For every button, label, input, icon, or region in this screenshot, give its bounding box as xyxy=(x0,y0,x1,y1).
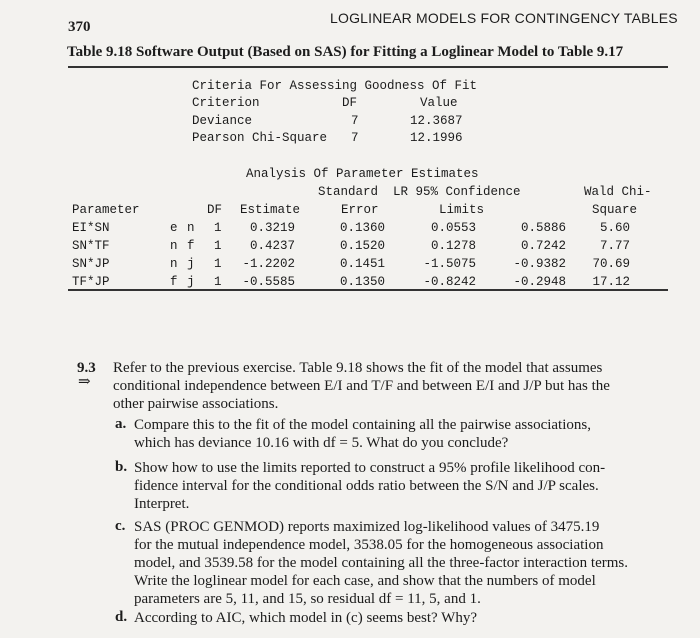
param-std-error: 0.1451 xyxy=(339,257,385,271)
part-b-label: b. xyxy=(115,459,128,475)
param-lower-limit: -0.8242 xyxy=(423,275,476,289)
part-c-line: for the mutual independence model, 3538.05 for the homogeneous association xyxy=(134,537,604,553)
fit-criterion: Deviance xyxy=(192,114,253,128)
param-df: 1 xyxy=(214,239,222,253)
param-estimate: 0.3219 xyxy=(249,221,295,235)
param-wald-chi-square: 7.77 xyxy=(599,239,630,253)
params-header-limits: Limits xyxy=(439,203,485,217)
param-estimate: -0.5585 xyxy=(242,275,295,289)
param-level-b: f xyxy=(187,239,195,253)
param-lower-limit: 0.0553 xyxy=(430,221,476,235)
fit-df: 7 xyxy=(351,131,359,145)
param-lower-limit: 0.1278 xyxy=(430,239,476,253)
param-std-error: 0.1360 xyxy=(339,221,385,235)
param-upper-limit: -0.9382 xyxy=(513,257,566,271)
fit-title: Criteria For Assessing Goodness Of Fit xyxy=(192,79,478,93)
params-header-estimate: Estimate xyxy=(240,203,301,217)
fit-header-value: Value xyxy=(420,96,458,110)
param-wald-chi-square: 5.60 xyxy=(599,221,630,235)
param-name: TF*JP xyxy=(72,275,110,289)
param-level-a: n xyxy=(170,239,178,253)
params-header-error: Error xyxy=(341,203,379,217)
params-header-df: DF xyxy=(207,203,223,217)
param-df: 1 xyxy=(214,257,222,271)
part-c-line: SAS (PROC GENMOD) reports maximized log-likelihood values of 3475.19 xyxy=(134,519,600,535)
table-caption: Table 9.18 Software Output (Based on SAS) for Fitting a Loglinear Model to Table 9.17 xyxy=(67,44,624,60)
param-df: 1 xyxy=(214,275,222,289)
param-wald-chi-square: 70.69 xyxy=(592,257,630,271)
param-estimate: -1.2202 xyxy=(242,257,295,271)
params-header-lr: LR 95% Confidence xyxy=(393,185,521,199)
exercise-intro-line: conditional independence between E/I and T/F and between E/I and J/P but has the xyxy=(113,378,610,394)
table-top-rule xyxy=(68,66,668,68)
fit-value: 12.3687 xyxy=(410,114,463,128)
param-level-a: e xyxy=(170,221,178,235)
exercise-marker-icon: ⇒ xyxy=(78,374,91,390)
exercise-intro-line: other pairwise associations. xyxy=(113,396,279,412)
part-a-line: Compare this to the fit of the model containing all the pairwise associations, xyxy=(134,417,591,433)
part-d-line: According to AIC, which model in (c) seems best? Why? xyxy=(134,610,477,626)
part-b-line: fidence interval for the conditional odds ratio between the S/N and J/P scales. xyxy=(134,478,599,494)
param-upper-limit: 0.5886 xyxy=(520,221,566,235)
param-upper-limit: 0.7242 xyxy=(520,239,566,253)
params-header-square: Square xyxy=(592,203,638,217)
fit-criterion: Pearson Chi-Square xyxy=(192,131,328,145)
param-level-b: j xyxy=(187,275,195,289)
param-name: SN*JP xyxy=(72,257,110,271)
exercise-intro-line: Refer to the previous exercise. Table 9.18 shows the fit of the model that assumes xyxy=(113,360,603,376)
table-bottom-rule xyxy=(68,289,668,291)
param-level-a: f xyxy=(170,275,178,289)
part-c-label: c. xyxy=(115,518,126,534)
param-std-error: 0.1520 xyxy=(339,239,385,253)
param-level-b: j xyxy=(187,257,195,271)
param-df: 1 xyxy=(214,221,222,235)
part-c-line: parameters are 5, 11, and 15, so residual df = 11, 5, and 1. xyxy=(134,591,481,607)
param-estimate: 0.4237 xyxy=(249,239,295,253)
params-header-parameter: Parameter xyxy=(72,203,140,217)
page-number: 370 xyxy=(68,19,91,35)
fit-header-criterion: Criterion xyxy=(192,96,260,110)
param-wald-chi-square: 17.12 xyxy=(592,275,630,289)
fit-value: 12.1996 xyxy=(410,131,463,145)
part-a-label: a. xyxy=(115,416,127,432)
param-std-error: 0.1350 xyxy=(339,275,385,289)
fit-header-df: DF xyxy=(342,96,358,110)
exercise-number: 9.3 xyxy=(77,360,96,376)
part-b-line: Interpret. xyxy=(134,496,190,512)
param-upper-limit: -0.2948 xyxy=(513,275,566,289)
param-level-b: n xyxy=(187,221,195,235)
part-d-label: d. xyxy=(115,609,128,625)
param-lower-limit: -1.5075 xyxy=(423,257,476,271)
part-c-line: model, and 3539.58 for the model containing all the three-factor interaction terms. xyxy=(134,555,629,571)
fit-df: 7 xyxy=(351,114,359,128)
part-c-line: Write the loglinear model for each case, and show that the numbers of model xyxy=(134,573,596,589)
params-title: Analysis Of Parameter Estimates xyxy=(246,167,479,181)
param-name: SN*TF xyxy=(72,239,110,253)
param-name: EI*SN xyxy=(72,221,110,235)
param-level-a: n xyxy=(170,257,178,271)
part-a-line: which has deviance 10.16 with df = 5. What do you conclude? xyxy=(134,435,509,451)
params-header-wald: Wald Chi- xyxy=(584,185,652,199)
running-header: LOGLINEAR MODELS FOR CONTINGENCY TABLES xyxy=(330,10,678,26)
part-b-line: Show how to use the limits reported to construct a 95% profile likelihood con- xyxy=(134,460,606,476)
params-header-standard: Standard xyxy=(318,185,379,199)
